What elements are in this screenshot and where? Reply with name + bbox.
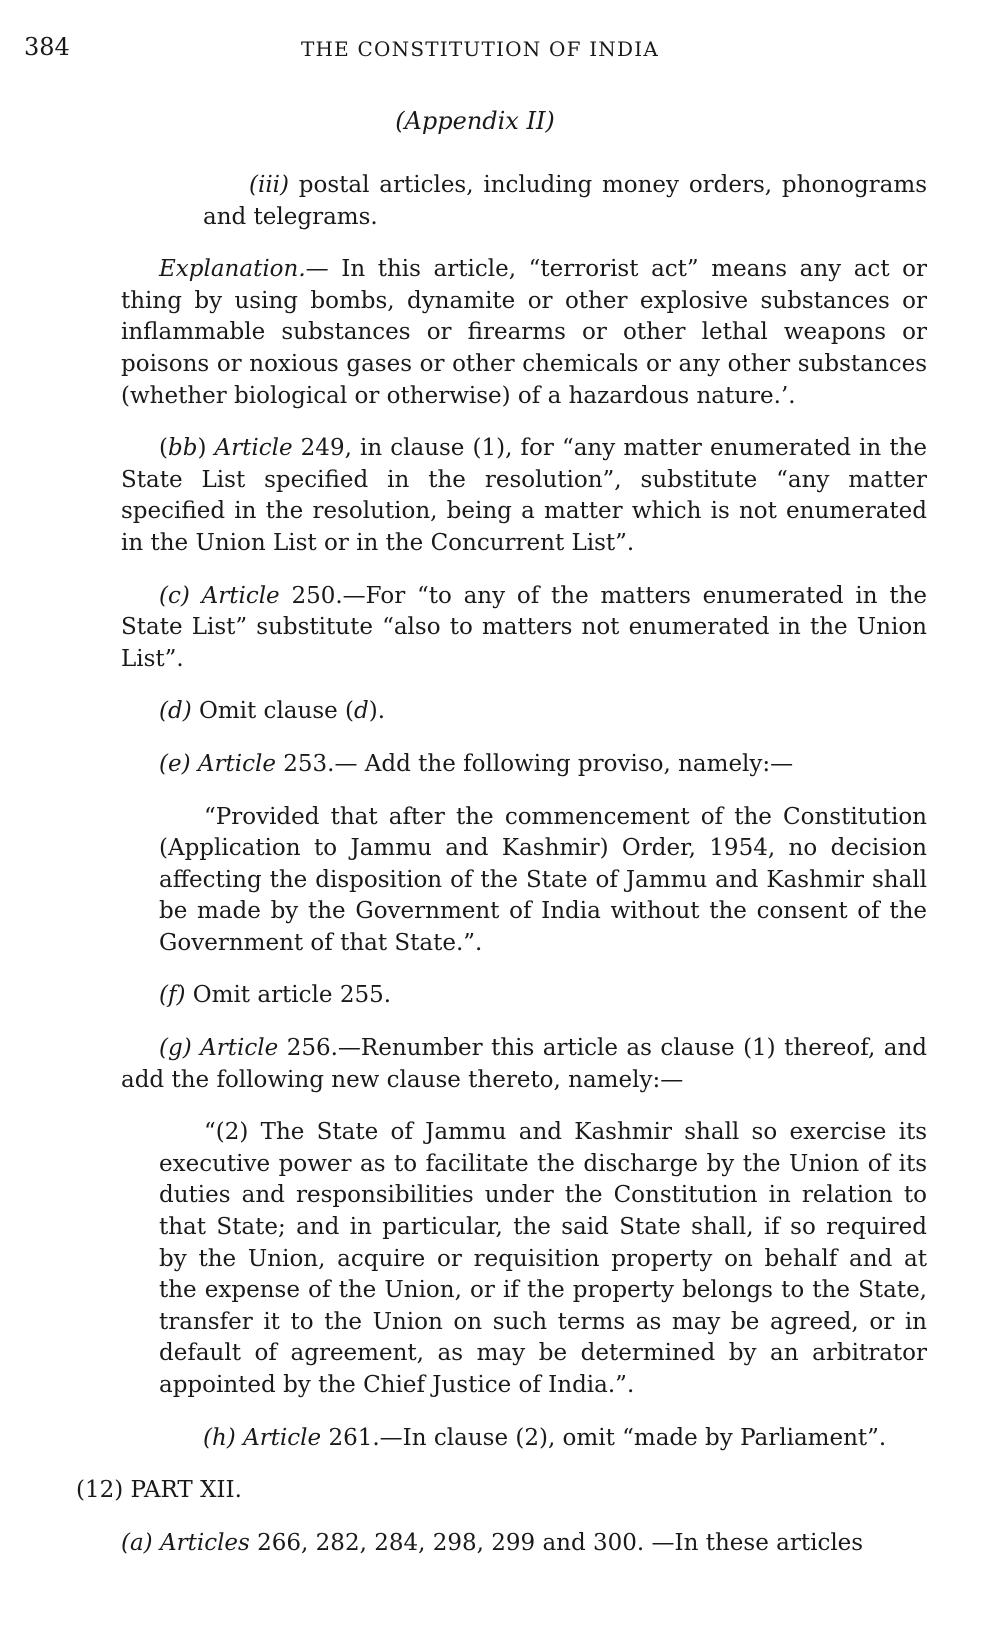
article-label: Articles: [159, 1529, 250, 1556]
article-label: Article: [243, 1424, 322, 1451]
paragraph-d: [121, 696, 927, 728]
item-label: (g): [159, 1035, 192, 1062]
paragraph-g: [121, 1033, 927, 1096]
paragraph-text: 253.— Add the following proviso, namely:—: [275, 750, 794, 777]
item-label: (h): [203, 1424, 236, 1451]
explanation-label: Explanation.: [159, 256, 306, 283]
paragraph-text: 249, in clause (1), for “any matter enumerated in the State List specified in the resolution”, substitute “any matter specified in the resolution, being a matter which is not enumerated in the Union List or in the Concurrent List”.: [121, 435, 927, 556]
item-label-text: bb: [167, 435, 198, 462]
paragraph-bb: [121, 433, 927, 559]
item-label: (bb): [159, 435, 207, 462]
part-heading: (12) PART XII.: [76, 1477, 242, 1504]
paragraph-text: — In this article, “terrorist act” means any act or thing by using bombs, dynamite or other explosive substances or inflammable substances or firearms or other lethal weapons or poisons or noxious gases or other chemicals or any other substances (whether biological or otherwise) of a hazardous nature.’.: [121, 256, 927, 409]
paragraph-iii: [203, 170, 927, 233]
item-label: (f): [159, 982, 186, 1009]
paragraph-h: [121, 1423, 927, 1455]
quote-new-clause: “(2) The State of Jammu and Kashmir shall so exercise its executive power as to facilitate the discharge by the Union of its duties and responsibilities under the Constitution in relation to that State; and in particular, the said State shall, if so required by the Union, acquire or requisition property on behalf and at the expense of the Union, or if the property belongs to the State, transfer it to the Union on such terms as may be agreed, or in default of agreement, as may be determined by an arbitrator appointed by the Chief Justice of India.”.: [159, 1119, 927, 1398]
clause-ref: d: [354, 698, 369, 725]
paragraph-text: 266, 282, 284, 298, 299 and 300. —In these articles: [249, 1529, 864, 1556]
item-label: (c): [159, 582, 190, 609]
paragraph-tail: ).: [368, 698, 386, 725]
quote-proviso: “Provided that after the commencement of the Constitution (Application to Jammu and Kashmir) Order, 1954, no decision affecting the disposition of the State of Jammu and Kashmir shall be made by the Government of India without the consent of the Government of that State.”.: [159, 803, 927, 956]
paragraph-text: Omit clause (: [191, 698, 355, 725]
page-number: 384: [24, 33, 70, 61]
item-label: (d): [159, 698, 192, 725]
paragraph-text: Omit article 255.: [185, 982, 392, 1009]
paragraph-f: [121, 980, 927, 1012]
paragraph-e: [121, 749, 927, 781]
article-label: Article: [197, 750, 276, 777]
article-label: Article: [201, 582, 280, 609]
appendix-label: (Appendix II): [395, 107, 555, 135]
paragraph-explanation: [121, 254, 927, 412]
running-head: THE CONSTITUTION OF INDIA: [301, 37, 659, 61]
paragraph-a: [76, 1528, 927, 1560]
paragraph-text: postal articles, including money orders, phonograms and telegrams.: [203, 172, 927, 230]
paragraph-text: 250.—For “to any of the matters enumerated in the State List” substitute “also to matters not enumerated in the Union List”.: [121, 582, 927, 672]
paragraph-text: 256.—Renumber this article as clause (1) thereof, and add the following new clause thereto, namely:—: [121, 1035, 927, 1093]
item-label: (e): [159, 750, 191, 777]
article-label: Article: [214, 435, 293, 462]
article-label: Article: [200, 1035, 279, 1062]
paragraph-text: 261.—In clause (2), omit “made by Parliament”.: [321, 1424, 887, 1451]
item-label: (iii): [249, 172, 290, 198]
item-label: (a): [121, 1529, 153, 1556]
document-body: [76, 170, 927, 1559]
paragraph-c: [121, 581, 927, 676]
